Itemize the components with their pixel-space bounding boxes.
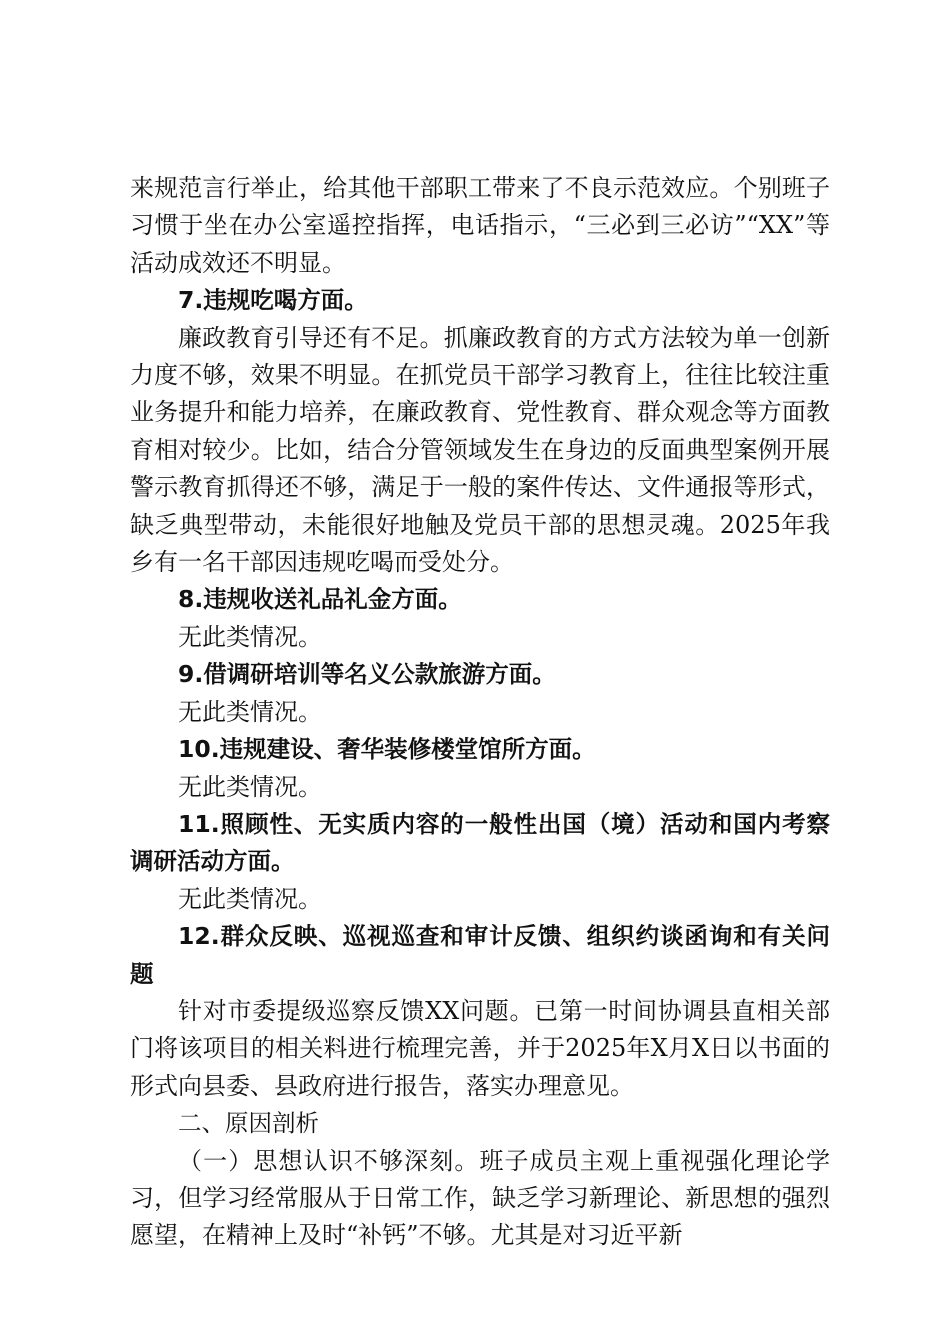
item-heading-7: 7.违规吃喝方面。 <box>178 286 368 315</box>
item-heading-10: 10.违规建设、奢华装修楼堂馆所方面。 <box>178 735 596 764</box>
item-heading-12: 12.群众反映、巡视巡查和审计反馈、组织约谈函询和有关问题 <box>130 922 830 988</box>
body-paragraph: 针对市委提级巡察反馈XX问题。已第一时间协调县直相关部门将该项目的相关料进行梳理完善，并于2025年X月X日以书面的形式向县委、县政府进行报告，落实办理意见。 <box>130 996 830 1100</box>
item-heading-8: 8.违规收送礼品礼金方面。 <box>178 585 462 614</box>
section-heading: 二、原因剖析 <box>178 1109 319 1138</box>
body-paragraph: 无此类情况。 <box>178 884 322 913</box>
document-body <box>130 170 830 1255</box>
item-heading-11: 11.照顾性、无实质内容的一般性出国（境）活动和国内考察调研活动方面。 <box>130 809 830 876</box>
body-paragraph: 廉政教育引导还有不足。抓廉政教育的方式方法较为单一创新力度不够，效果不明显。在抓党员干部学习教育上，往往比较注重业务提升和能力培养，在廉政教育、党性教育、群众观念等方面教育相对较少。比如，结合分管领域发生在身边的反面典型案例开展警示教育抓得还不够，满足于一般的案件传达、文件通报等形式，缺乏典型带动，未能很好地触及党员干部的思想灵魂。2025年我乡有一名干部因违规吃喝而受处分。 <box>130 323 830 577</box>
body-paragraph: 来规范言行举止，给其他干部职工带来了不良示范效应。个别班子习惯于坐在办公室遥控指挥，电话指示，“三必到三必访”“XX”等活动成效还不明显。 <box>130 174 830 277</box>
body-paragraph: 无此类情况。 <box>178 772 322 801</box>
body-paragraph: 无此类情况。 <box>178 622 322 651</box>
item-heading-9: 9.借调研培训等名义公款旅游方面。 <box>178 660 556 689</box>
body-paragraph: （一）思想认识不够深刻。班子成员主观上重视强化理论学习，但学习经常服从于日常工作，缺乏学习新理论、新思想的强烈愿望，在精神上及时“补钙”不够。尤其是对习近平新 <box>130 1146 830 1250</box>
body-paragraph: 无此类情况。 <box>178 697 322 726</box>
